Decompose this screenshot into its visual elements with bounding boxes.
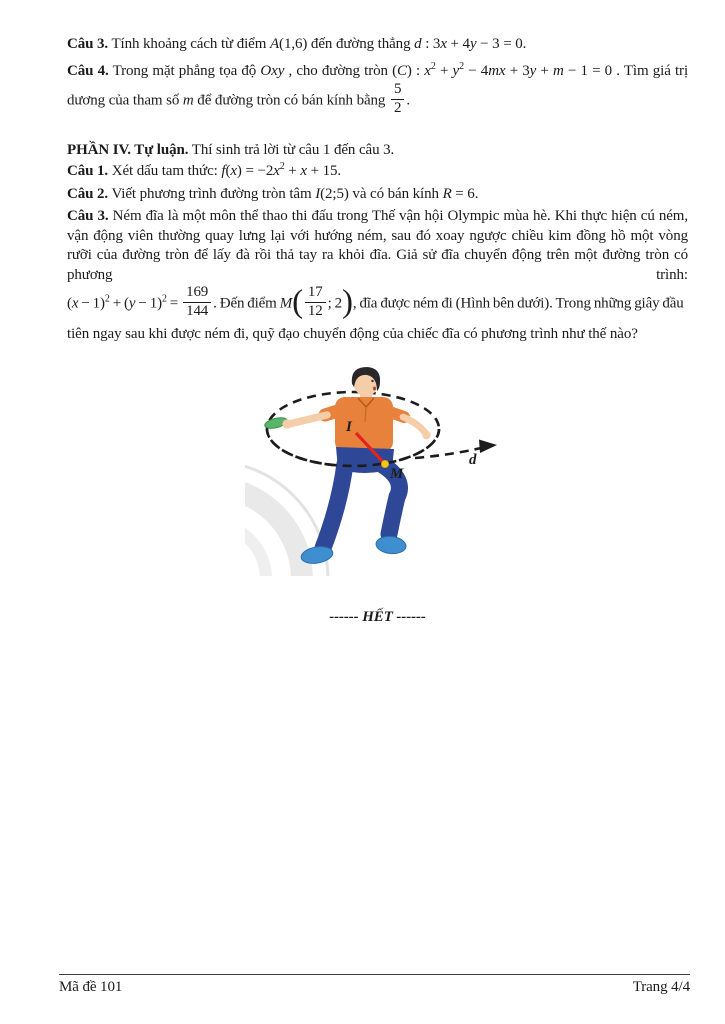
section3-question-3: Câu 3. Tính khoảng cách từ điểm A(1,6) đến đường thẳng d : 3x + 4y − 3 = 0.: [67, 36, 527, 52]
right-hand: [422, 431, 430, 439]
label-i: I: [346, 419, 352, 435]
section4-question-3-formula: $(x - 1)^2 + (y - 1)^2$ = $\frac{169}{144}$ . Đến điểm M( $\frac{17}{12}$ ; 2), đĩa được ném đi (Hình bên dưới). Trong những giây đầu: [67, 284, 684, 321]
section4-heading: PHẦN IV. Tự luận. Thí sinh trả lời từ câu 1 đến câu 3.: [67, 141, 395, 158]
discus-figure-svg: [245, 364, 505, 576]
eye: [371, 380, 373, 382]
section4-question-2: Câu 2. Viết phương trình đường tròn tâm I(2;5) và có bán kính R = 6.: [67, 185, 479, 202]
section4-question-3-intro: Câu 3. Ném đĩa là một môn thể thao thi đấu trong Thế vận hội Olympic mùa hè. Khi thực hiện cú ném, vận động viên thường quay lưng lại với hướng ném, sau đó xoay ngược chiều kim đồng hồ một vòng rưỡi của đường tròn để lấy đà rồi thả tay ra khỏi đĩa. Giả sử đĩa chuyển động trên một đường tròn có phương trình:: [67, 208, 689, 283]
left-leg: [323, 464, 345, 548]
left-arm: [289, 415, 327, 424]
footer-exam-code: Mã đề 101: [59, 979, 123, 995]
footer: [59, 974, 690, 996]
right-arm: [403, 417, 426, 434]
right-shoe: [375, 535, 407, 555]
label-m: M: [390, 466, 404, 482]
page-content: [67, 35, 688, 627]
section3-question-4-line1: Câu 4. Trong mặt phẳng tọa độ Oxy , cho đường tròn (C) : $x^2 + y^2 - 4mx + 3y + m - 1 = 0$ . Tìm giá trị: [67, 60, 689, 79]
discus-thrower-figure: [245, 364, 505, 576]
section3-question-4-line2: dương của tham số m để đường tròn có bán kính bằng $\frac{5}{2}$ .: [67, 81, 411, 116]
left-hand: [282, 419, 291, 428]
fraction: $\frac{5}{2}$: [391, 82, 404, 117]
section4-question-3-question: tiên ngay sau khi được ném đi, quỹ đạo chuyển động của chiếc đĩa có phương trình như thế nào?: [67, 325, 638, 342]
fraction: $\frac{17}{12}$: [305, 285, 326, 320]
point-m-dot: [381, 460, 388, 467]
label-d: d: [469, 452, 477, 468]
end-marker: ------ HẾT ------: [329, 609, 426, 625]
section4-question-1: Câu 1. Xét dấu tam thức: $f(x) = -2x^2 + x + 15$.: [67, 161, 342, 179]
footer-page-number: Trang 4/4: [632, 979, 690, 995]
fraction: $\frac{169}{144}$: [183, 285, 211, 320]
mouth: [373, 387, 376, 391]
